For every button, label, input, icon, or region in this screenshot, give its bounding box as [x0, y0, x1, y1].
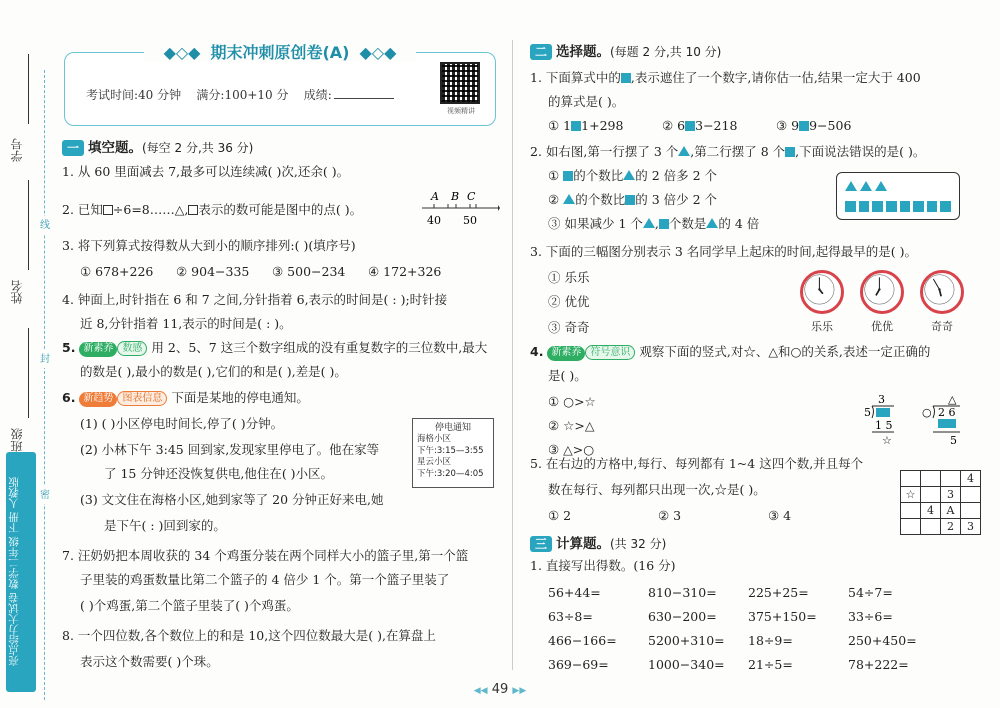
- section-number: 三: [530, 536, 552, 552]
- section-note: (共 32 分): [610, 537, 667, 551]
- question-1-7-line2: 子里装的鸡蛋数量比第二个篮子的 4 倍少 1 个。第一个篮子里装了: [80, 572, 450, 587]
- q6-sub2-line2: 了 15 分钟还没恢复供电,他住在( )小区。: [104, 466, 334, 481]
- grid-cell: [921, 471, 941, 487]
- opt-text: 的 3 倍少 2 个: [635, 192, 718, 207]
- q3-option[interactable]: ② 904−335: [176, 264, 250, 279]
- triangle-icon: [860, 181, 872, 191]
- calc-item[interactable]: 630−200=: [648, 608, 717, 624]
- triangle-icon: [845, 181, 857, 191]
- notice-title: 停电通知: [434, 423, 471, 433]
- question-2-2: [530, 144, 925, 160]
- arrow-right-icon: ▶▶: [512, 686, 527, 696]
- clock-label-qiqi: 奇奇: [931, 320, 953, 333]
- q25-option[interactable]: ③ 4: [768, 508, 792, 523]
- exam-title-text: 期末冲刺原创卷(A): [210, 43, 350, 62]
- q6-text: 下面是某地的停电通知。: [171, 390, 309, 405]
- q3-option[interactable]: ④ 172+326: [368, 264, 442, 279]
- student-id-line: [28, 54, 29, 124]
- triangle-icon: [875, 181, 887, 191]
- tag-new-trend: 新趋势: [79, 392, 117, 407]
- q6-sub3-line1: (3) 文文住在海格小区,她到家等了 20 分钟正好来电,她: [80, 492, 384, 507]
- question-2-5-line2: 数在每行、每列都只出现一次,☆是( )。: [548, 482, 766, 497]
- q21-option-3[interactable]: [776, 118, 886, 134]
- tag-symbol-sense: 符号意识: [585, 345, 635, 360]
- triangle-icon: [643, 218, 655, 228]
- qr-label: 视频精讲: [447, 107, 475, 115]
- opt-text: 的个数比: [573, 168, 624, 183]
- q2-text-b: ÷6=8……△,: [112, 202, 189, 217]
- title-deco-right-icon: ◆◇◆: [350, 43, 407, 62]
- clock-label-youyou: 优优: [871, 320, 893, 333]
- cover-square-icon: [876, 408, 890, 417]
- cover-square-icon: [799, 121, 809, 131]
- column-divider: [512, 40, 513, 670]
- grid-cell: [961, 503, 981, 519]
- q24-option-2[interactable]: ② ☆>△: [548, 418, 595, 433]
- grid-cell: 4: [921, 503, 941, 519]
- section-number: 二: [530, 44, 552, 60]
- calc-item[interactable]: 56+44=: [548, 584, 601, 600]
- question-1-7-line3: ( )个鸡蛋,第二个篮子里装了( )个鸡蛋。: [80, 598, 299, 613]
- q21-options: [548, 118, 886, 134]
- point-b-label: B: [451, 190, 460, 203]
- exam-full-score: 满分:100+10 分: [196, 88, 289, 102]
- q22-option-2[interactable]: [548, 192, 717, 208]
- q22-text-c: ,下面说法错误的是( )。: [795, 144, 926, 159]
- opt-text: ,: [654, 216, 659, 231]
- seal-mark-line: 线: [38, 216, 52, 234]
- q22-text-b: ,第二行摆了 8 个: [690, 144, 786, 159]
- question-1-3: 3. 将下列算式按得数从大到小的顺序排列:( )(填序号): [62, 238, 356, 253]
- q22-option-1[interactable]: [548, 168, 717, 184]
- q3-options: [80, 264, 464, 280]
- calc-grid: [548, 580, 948, 676]
- page-number: [470, 682, 530, 697]
- calc-item[interactable]: 54÷7=: [848, 584, 893, 600]
- square-icon: [886, 201, 897, 212]
- notice-line: 下午:3:20—4:05: [417, 468, 484, 479]
- score-label: 成绩:: [303, 88, 332, 102]
- tag-number-sense: 数感: [117, 341, 147, 356]
- opt-text: ①: [548, 168, 560, 183]
- long-division-figure: [860, 392, 970, 448]
- grid-cell: [961, 487, 981, 503]
- cover-square-icon: [685, 121, 695, 131]
- shapes-figure: [836, 172, 960, 220]
- notice-line: 星云小区: [417, 457, 452, 468]
- q5-text-a: 用 2、5、7 这三个数字组成的没有重复数字的三位数中,最大: [151, 340, 488, 355]
- q25-options: [548, 508, 878, 524]
- div2-remainder: 5: [950, 434, 957, 447]
- calc-item[interactable]: 18÷9=: [748, 632, 793, 648]
- calc-item[interactable]: 21÷5=: [748, 656, 793, 672]
- clock-lele-icon: [800, 270, 844, 314]
- square-icon: [872, 201, 883, 212]
- q21-opt-text: ① 1: [548, 118, 572, 133]
- calc-item[interactable]: 466−166=: [548, 632, 617, 648]
- number-line: [420, 186, 500, 230]
- square-icon: [927, 201, 938, 212]
- div1-mid: 1 5: [875, 419, 893, 432]
- cover-rect-icon: [938, 419, 956, 428]
- triangle-icon: [563, 194, 575, 204]
- grid-cell: [901, 519, 921, 535]
- tick-40-label: 40: [427, 214, 441, 227]
- calc-item[interactable]: 78+222=: [848, 656, 909, 672]
- name-label: 姓名: [10, 280, 24, 304]
- q21-opt-text: 1+298: [581, 118, 624, 133]
- tag-new-literacy: 新素养: [79, 342, 117, 357]
- tag-chart-info: 图表信息: [117, 391, 167, 406]
- opt-text: ②: [548, 192, 560, 207]
- square-icon: [859, 201, 870, 212]
- calc-item[interactable]: 810−310=: [648, 584, 717, 600]
- grid-cell: A: [941, 503, 961, 519]
- calc-item[interactable]: 369−69=: [548, 656, 609, 672]
- opt-text: 的 2 倍多 2 个: [635, 168, 718, 183]
- square-icon: [625, 195, 635, 205]
- page-number-text: 49: [491, 682, 509, 697]
- exam-title: [64, 40, 496, 63]
- q25-option[interactable]: ② 3: [658, 508, 682, 523]
- blank-square-icon: [103, 205, 113, 215]
- question-2-4: 4. 新素养 符号意识 观察下面的竖式,对☆、△和○的关系,表述一定正确的: [530, 344, 931, 359]
- section-fill-blank: [62, 136, 253, 156]
- blank-square-icon: [188, 205, 198, 215]
- question-1-4-line2: 近 8,分针指着 11,表示的时间是( : )。: [80, 316, 292, 331]
- square-icon: [940, 201, 951, 212]
- grid-cell: ☆: [901, 487, 921, 503]
- q24-option-1[interactable]: ① ○>☆: [548, 394, 596, 409]
- grid-cell: [901, 471, 921, 487]
- grid-cell: [921, 519, 941, 535]
- calc-item[interactable]: 225+25=: [748, 584, 809, 600]
- score-field[interactable]: [334, 98, 394, 99]
- q21-text-b: ,表示遮住了一个数字,请你估一估,结果一定大于 400: [630, 70, 921, 85]
- grid-cell: [921, 487, 941, 503]
- square-row: [845, 197, 951, 215]
- calc-item[interactable]: 63÷8=: [548, 608, 593, 624]
- question-2-1-line2: 的算式是( )。: [548, 94, 625, 109]
- q22-option-3[interactable]: [548, 216, 759, 232]
- calc-item[interactable]: 375+150=: [748, 608, 817, 624]
- square-icon: [563, 171, 573, 181]
- question-1-4-line1: 4. 钟面上,时针指在 6 和 7 之间,分针指着 6,表示的时间是( : );时针接: [62, 292, 448, 307]
- opt-text: 的个数比: [575, 192, 626, 207]
- q21-text-a: 1. 下面算式中的: [530, 70, 621, 85]
- question-1-5: 5. 新素养 数感 用 2、5、7 这三个数字组成的没有重复数字的三位数中,最大: [62, 340, 488, 355]
- q23-option-1[interactable]: ① 乐乐: [548, 270, 590, 285]
- class-label: 班级: [10, 428, 24, 452]
- q6-sub1: (1) ( )小区停电时间长,停了( )分钟。: [80, 416, 284, 431]
- calc-row: [548, 580, 948, 604]
- notice-line: 海格小区: [417, 434, 452, 445]
- tick-50-label: 50: [463, 214, 477, 227]
- div1-remainder: ☆: [882, 434, 892, 447]
- section-title: 填空题。: [88, 140, 142, 156]
- calc-row: [548, 652, 948, 676]
- question-2-5-line1: 5. 在右边的方格中,每行、每列都有 1~4 这四个数,并且每个: [530, 456, 864, 471]
- q25-option[interactable]: ① 2: [548, 508, 572, 523]
- question-3-1: 1. 直接写出得数。(16 分): [530, 558, 676, 573]
- question-1-2: [62, 202, 362, 218]
- div2-quotient: △: [948, 393, 957, 406]
- section-calculation: [530, 532, 666, 552]
- power-outage-notice: [412, 418, 494, 488]
- clock-youyou-icon: [860, 270, 904, 314]
- calc-item[interactable]: 250+450=: [848, 632, 917, 648]
- exam-time: 考试时间:40 分钟: [86, 88, 182, 102]
- q3-option[interactable]: ① 678+226: [80, 264, 154, 279]
- seal-mark-tight: 密: [38, 486, 52, 504]
- square-icon: [785, 147, 795, 157]
- grid-cell: [901, 503, 921, 519]
- triangle-row: [845, 177, 951, 195]
- triangle-icon: [678, 146, 690, 156]
- q24-option-3[interactable]: ③ △>○: [548, 442, 595, 457]
- question-2-1: [530, 70, 921, 86]
- grid-cell: 4: [961, 471, 981, 487]
- section-title: 计算题。: [556, 536, 610, 552]
- q21-opt-text: ③ 9: [775, 118, 800, 133]
- q6-sub3-line2: 是下午( : )回到家的。: [104, 518, 226, 533]
- q22-text-a: 2. 如右图,第一行摆了 3 个: [530, 144, 679, 159]
- question-2-4-line2: 是( )。: [548, 368, 587, 383]
- div2-dividend: 2 6: [938, 406, 956, 419]
- section-choice: [530, 40, 721, 60]
- question-1-8-line1: 8. 一个四位数,各个数位上的和是 10,这个四位数最大是( ),在算盘上: [62, 628, 436, 643]
- grid-cell: [941, 471, 961, 487]
- section-number: 一: [62, 140, 84, 156]
- calc-item[interactable]: 33÷6=: [848, 608, 893, 624]
- opt-text: ③ 如果减少 1 个: [548, 216, 643, 231]
- opt-text: 个数是: [668, 216, 707, 231]
- square-icon: [900, 201, 911, 212]
- q23-option-3[interactable]: ③ 奇奇: [548, 320, 590, 335]
- square-icon: [913, 201, 924, 212]
- grid-cell: 2: [941, 519, 961, 535]
- grid-cell: 3: [961, 519, 981, 535]
- square-icon: [845, 201, 856, 212]
- title-deco-left-icon: ◆◇◆: [154, 43, 211, 62]
- section-title: 选择题。: [556, 44, 610, 60]
- grid-cell: 3: [941, 487, 961, 503]
- class-line: [28, 328, 29, 418]
- clock-label-lele: 乐乐: [811, 320, 833, 333]
- q21-opt-text: ② 6: [661, 118, 686, 133]
- q2-text-a: 2. 已知: [62, 202, 103, 217]
- triangle-icon: [706, 218, 718, 228]
- student-id-label: 学号: [10, 138, 24, 162]
- arrow-left-icon: ◀◀: [473, 686, 488, 696]
- cover-square-icon: [621, 73, 631, 83]
- opt-text: 的 4 倍: [718, 216, 760, 231]
- div1-quotient: 3: [878, 393, 885, 406]
- section-note: (每空 2 分,共 36 分): [142, 141, 254, 155]
- calc-row: [548, 628, 948, 652]
- triangle-icon: [623, 170, 635, 180]
- calc-item[interactable]: 5200+310=: [648, 632, 725, 648]
- q2-text-c: 表示的数可能是图中的点( )。: [198, 202, 363, 217]
- section-note: (每题 2 分,共 10 分): [610, 45, 722, 59]
- latin-square-grid: [900, 470, 981, 535]
- point-c-label: C: [467, 190, 476, 203]
- calc-item[interactable]: 1000−340=: [648, 656, 725, 672]
- q6-sub2-line1: (2) 小林下午 3:45 回到家,发现家里停电了。他在家等: [80, 442, 380, 457]
- q21-option-2[interactable]: [662, 118, 772, 134]
- question-1-5-line2: 的数是( ),最小的数是( ),它们的和是( ),差是( )。: [80, 364, 347, 379]
- q3-option[interactable]: ③ 500−234: [272, 264, 346, 279]
- qr-code-icon[interactable]: [440, 62, 480, 104]
- question-1-8-line2: 表示这个数需要( )个珠。: [80, 654, 219, 669]
- book-series-tab: 亮点给力大试卷 数学二年级 下册 人教版: [6, 452, 36, 692]
- q24-text-a: 观察下面的竖式,对☆、△和○的关系,表述一定正确的: [639, 344, 931, 359]
- div2-divisor: ○: [922, 406, 932, 419]
- notice-line: 下午:3:15—3:55: [417, 445, 484, 456]
- seal-mark-seal: 封: [38, 350, 52, 368]
- cut-line: [44, 70, 45, 700]
- div1-divisor: 5: [864, 406, 871, 419]
- point-a-label: A: [431, 190, 439, 203]
- tag-new-literacy: 新素养: [547, 346, 585, 361]
- q21-opt-text: 9−506: [809, 118, 852, 133]
- calc-row: [548, 604, 948, 628]
- clock-qiqi-icon: [920, 270, 964, 314]
- q21-option-1[interactable]: [548, 118, 658, 134]
- q23-option-2[interactable]: ② 优优: [548, 294, 590, 309]
- question-1-6: 6. 新趋势 图表信息 下面是某地的停电通知。: [62, 390, 309, 405]
- q21-opt-text: 3−218: [695, 118, 738, 133]
- name-line: [28, 180, 29, 270]
- square-icon: [659, 219, 669, 229]
- question-2-3: 3. 下面的三幅图分别表示 3 名同学早上起床的时间,起得最早的是( )。: [530, 244, 918, 259]
- cover-square-icon: [571, 121, 581, 131]
- question-1-1: 1. 从 60 里面减去 7,最多可以连续减( )次,还余( )。: [62, 164, 350, 179]
- question-1-7-line1: 7. 汪奶奶把本周收获的 34 个鸡蛋分装在两个同样大小的篮子里,第一个篮: [62, 548, 469, 563]
- exam-info: [86, 86, 394, 103]
